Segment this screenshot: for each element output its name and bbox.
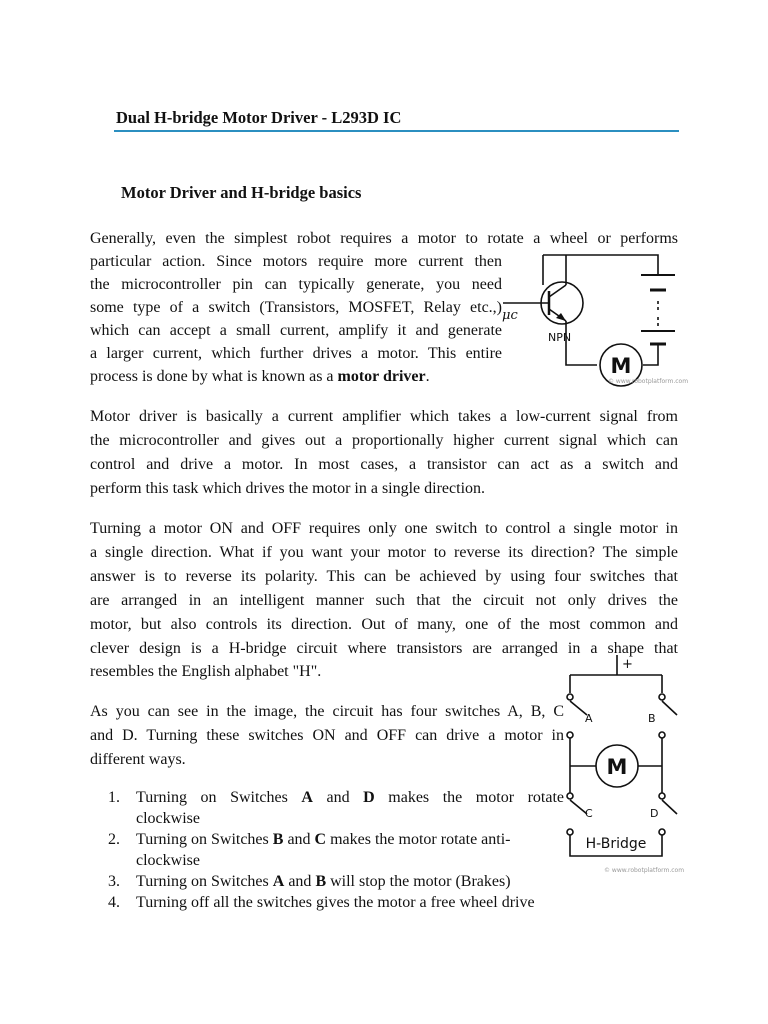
list-item-post: makes the motor rotate anti- <box>326 831 511 848</box>
list-item-text: Turning off all the switches gives the motor a free wheel drive <box>136 894 535 911</box>
c-label: C <box>585 807 593 820</box>
list-item-text <box>136 787 564 808</box>
page-title: Dual H-bridge Motor Driver - L293D IC <box>116 108 402 127</box>
para1-line: the microcontroller pin can typically generate, you need <box>90 276 502 293</box>
npn-label: NPN <box>548 331 572 344</box>
list-item-pre: Turning on Switches <box>136 873 273 890</box>
para3-line: are arranged in an intelligent manner such that the circuit not only drives the <box>90 592 678 609</box>
switch-d: D <box>363 789 375 806</box>
plus-label: + <box>622 657 633 672</box>
diagram1-watermark: © www.robotplatform.com <box>608 378 688 385</box>
switch-b-blade <box>662 701 677 715</box>
list-item-post: makes the motor rotate <box>374 789 564 806</box>
h-bridge-diagram <box>560 653 690 878</box>
para3-line: Turning a motor ON and OFF requires only one switch to control a single motor in <box>90 520 678 537</box>
para3-line: clever design is a H-bridge circuit where transistors are arranged in a shape that <box>90 640 678 657</box>
switch-a: A <box>301 789 313 806</box>
list-item-pre: Turning on Switches <box>136 789 302 806</box>
section-heading: Motor Driver and H-bridge basics <box>121 183 362 202</box>
b-label: B <box>648 712 656 725</box>
para2-line: Motor driver is basically a current amplifier which takes a low-current signal from <box>90 408 678 425</box>
motor-label: M <box>610 354 632 378</box>
switch-list <box>108 787 566 917</box>
para4-line: and D. Turning these switches ON and OFF can drive a motor in <box>90 727 564 744</box>
switch-b: B <box>272 831 284 848</box>
list-item-mid: and <box>312 789 364 806</box>
para3-line: a single direction. What if you want your motor to reverse its direction? The simple <box>90 544 678 561</box>
para2-line: control and drive a motor. In most cases, a transistor can act as a switch and <box>90 456 678 473</box>
list-item-text <box>136 829 511 850</box>
para4-line: different ways. <box>90 751 186 768</box>
list-number: 1. <box>108 789 120 806</box>
switch-c: C <box>314 831 327 848</box>
list-number: 3. <box>108 873 120 890</box>
list-item-mid: and <box>284 873 316 890</box>
list-item-pre: Turning on Switches <box>136 831 273 848</box>
para1-last-prefix: process is done by what is known as a <box>90 368 338 385</box>
list-item-cont: clockwise <box>136 810 200 827</box>
para2-line: the microcontroller and gives out a proportionally higher current signal which can <box>90 432 678 449</box>
para2-line: perform this task which drives the motor in a single direction. <box>90 480 486 497</box>
motor-driver-term: motor driver <box>337 368 426 385</box>
para1-line: some type of a switch (Transistors, MOSFET, Relay etc.,) <box>90 299 502 316</box>
list-item-mid: and <box>283 831 315 848</box>
para1-last-suffix: . <box>425 368 430 385</box>
hbridge-caption: H-Bridge <box>585 836 647 852</box>
para3-line: resembles the English alphabet "H". <box>90 663 322 680</box>
list-number: 2. <box>108 831 120 848</box>
list-number: 4. <box>108 894 120 911</box>
supply-top-wire <box>543 255 658 275</box>
switch-d-blade <box>662 800 677 814</box>
a-label: A <box>585 712 593 725</box>
para3-line: motor, but also controls its direction. Out of many, one of the most common and <box>90 616 678 633</box>
switch-a: A <box>272 873 285 890</box>
para4-line: As you can see in the image, the circuit has four switches A, B, C <box>90 703 564 720</box>
para1-last-line <box>90 365 430 388</box>
switch-b: B <box>315 873 327 890</box>
para1-line: a larger current, which further drives a motor. This entire <box>90 345 502 362</box>
para1-first-line: Generally, even the simplest robot requires a motor to rotate a wheel or performs <box>90 230 678 247</box>
transistor-driver-diagram <box>498 245 688 390</box>
diagram2-watermark: © www.robotplatform.com <box>604 867 685 874</box>
title-underline <box>114 130 679 132</box>
para3-line: answer is to reverse its polarity. This can be achieved by using four switches that <box>90 568 678 585</box>
hbridge-motor-label: M <box>606 755 628 779</box>
d-label: D <box>650 807 659 820</box>
para1-line: particular action. Since motors require more current then <box>90 253 502 270</box>
list-item-post: will stop the motor (Brakes) <box>326 873 511 890</box>
supply-bottom-wire <box>643 344 658 365</box>
uc-label: μc <box>502 308 518 323</box>
list-item-text <box>136 871 511 892</box>
list-item-cont: clockwise <box>136 852 200 869</box>
para1-line: which can accept a small current, amplify it and generate <box>90 322 502 339</box>
